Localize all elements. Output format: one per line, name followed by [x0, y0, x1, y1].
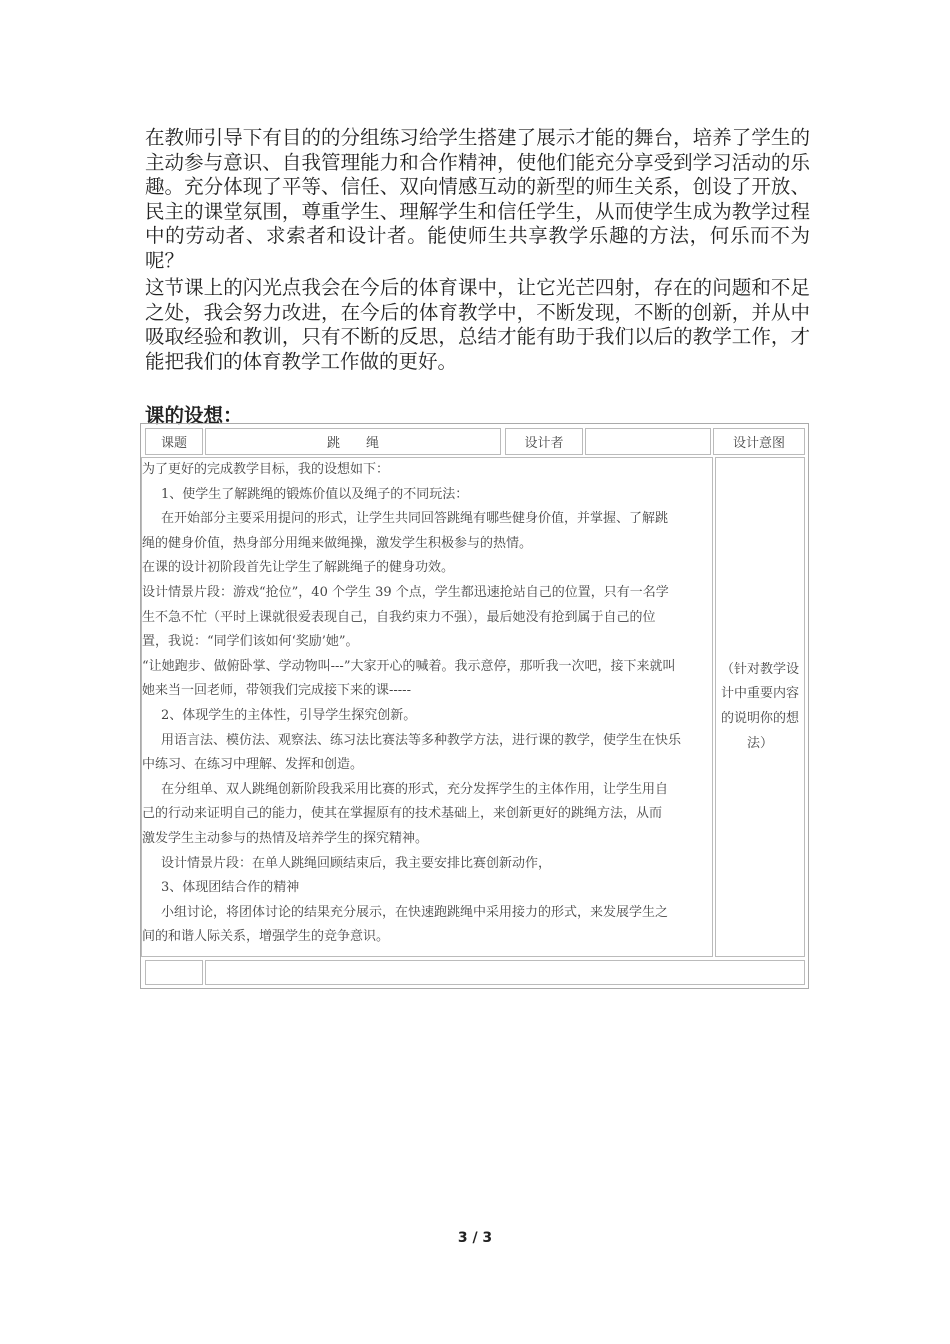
- empty-cell: [205, 960, 805, 985]
- section-heading: 课的设想：: [145, 404, 243, 427]
- empty-cell: [145, 960, 203, 985]
- content-line: 置，我说：“同学们该如何‘奖励’她”。: [142, 634, 359, 650]
- content-line: 在课的设计初阶段首先让学生了解跳绳子的健身功效。: [142, 560, 455, 576]
- content-line: 为了更好的完成教学目标，我的设想如下：: [142, 462, 390, 477]
- content-line: 用语言法、模仿法、观察法、练习法比赛法等多种教学方法，进行课的教学，使学生在快乐: [161, 732, 682, 748]
- content-line: 设计情景片段：在单人跳绳回顾结束后，我主要安排比赛创新动作，: [161, 855, 552, 871]
- page-number: 3 / 3: [457, 1230, 493, 1246]
- design-content-cell: [141, 457, 713, 957]
- content-line: 己的行动来证明自己的能力，使其在掌握原有的技术基础上，来创新更好的跳绳方法，从而: [142, 806, 663, 822]
- reflection-paragraph-1: 在教师引导下有目的的分组练习给学生搭建了展示才能的舞台，培养了学生的主动参与意识、自我管理能力和合作精神，使他们能充分享受到学习活动的乐趣。充分体现了平等、信任、双向情感互动的新型的师生关系，创设了开放、民主的课堂氛围，尊重学生、理解学生和信任学生，从而使学生成为教学过程中的劳动者、求索者和设计者。能使师生共享教学乐趣的方法，何乐而不为呢？: [145, 126, 810, 272]
- content-line: “让她跑步、做俯卧掌、学动物叫---”大家开心的喊着。我示意停，那听我一次吧，接下来就叫: [142, 658, 676, 674]
- intent-label-cell: 设计意图: [713, 428, 805, 455]
- content-line: 她来当一回老师，带领我们完成接下来的课-----: [142, 683, 411, 699]
- content-line: 1、使学生了解跳绳的锻炼价值以及绳子的不同玩法：: [161, 486, 469, 502]
- content-line: 生不急不忙（平时上课就很爱表现自己，自我约束力不强），最后她没有抢到属于自己的位: [142, 609, 656, 625]
- side-note-cell: （针对教学设计中重要内容的说明你的想法）: [715, 457, 805, 957]
- lesson-design-table: [140, 423, 809, 989]
- content-line: 中练习、在练习中理解、发挥和创造。: [142, 757, 364, 773]
- content-line: 在分组单、双人跳绳创新阶段我采用比赛的形式，充分发挥学生的主体作用，让学生用自: [161, 781, 669, 797]
- content-line: 设计情景片段：游戏“抢位”，40 个学生 39 个点，学生都迅速抢站自己的位置，只有一名学: [142, 584, 669, 600]
- content-line: 3、体现团结合作的精神: [161, 880, 300, 896]
- content-line: 小组讨论，将团体讨论的结果充分展示，在快速跑跳绳中采用接力的形式，来发展学生之: [161, 904, 669, 920]
- reflection-paragraph-2: 这节课上的闪光点我会在今后的体育课中，让它光芒四射，存在的问题和不足之处，我会努力改进，在今后的体育教学中，不断发现，不断的创新，并从中吸取经验和教训，只有不断的反思，总结才能有助于我们以后的教学工作，才能把我们的体育教学工作做的更好。: [145, 276, 810, 373]
- designer-value-cell: [585, 428, 711, 455]
- content-line: 在开始部分主要采用提问的形式，让学生共同回答跳绳有哪些健身价值，并掌握、了解跳: [161, 511, 669, 527]
- designer-label-cell: 设计者: [505, 428, 583, 455]
- content-line: 绳的健身价值，热身部分用绳来做绳操，激发学生积极参与的热情。: [142, 535, 533, 551]
- topic-label-cell: 课题: [145, 428, 203, 455]
- topic-value-cell: 跳 绳: [205, 428, 501, 455]
- content-line: 2、体现学生的主体性，引导学生探究创新。: [161, 707, 417, 723]
- content-line: 间的和谐人际关系，增强学生的竞争意识。: [142, 929, 390, 945]
- content-line: 激发学生主动参与的热情及培养学生的探究精神。: [142, 830, 429, 846]
